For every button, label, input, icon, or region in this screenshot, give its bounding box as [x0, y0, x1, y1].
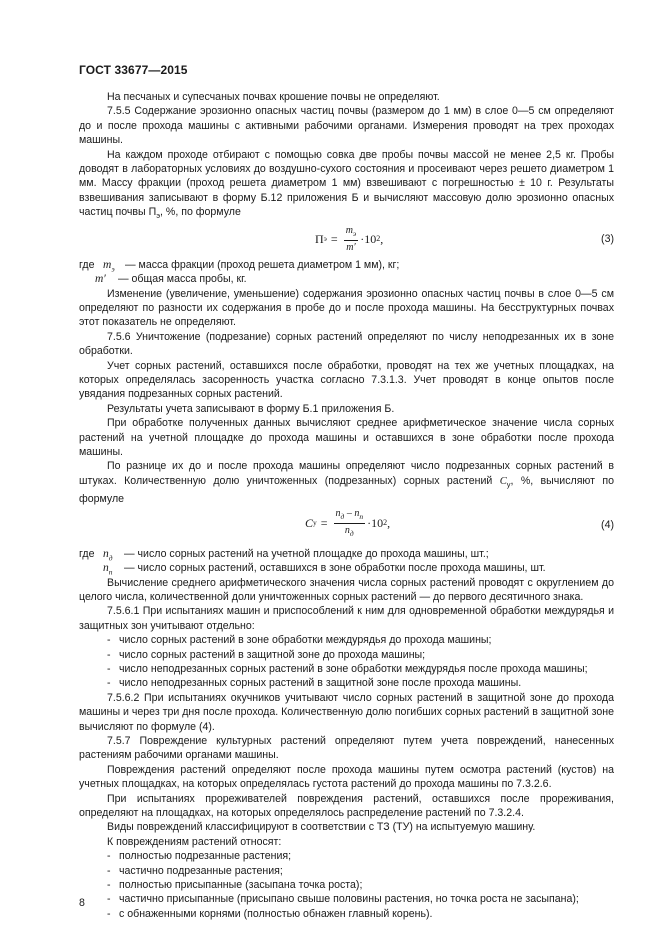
- list-2: [79, 849, 614, 921]
- list-item: - полностью подрезанные растения;: [107, 850, 292, 863]
- paragraph: При испытаниях прореживателей повреждения растений, оставшихся после прореживания, определяют на площадках, на которых определялось распределение растений по 7.3.2.4.: [79, 792, 614, 820]
- list-item: - число неподрезанных сорных растений в зоне обработки междурядья после прохода машины;: [107, 662, 588, 675]
- paragraph: При обработке полученных данных вычисляют среднее арифметическое значение числа сорных растений на учетной площадке до прохода машины и оставшихся в зоне обработки после прохода машины.: [79, 417, 614, 459]
- list-item: - частично присыпанные (присыпано свыше половины растения, но точка роста не засыпана);: [107, 893, 579, 906]
- paragraph: Учет сорных растений, оставшихся после обработки, проводят на тех же учетных площадках, на которых определялась засоренность участка согласно 7.3.1.3. Учет проводят в конце опытов после увядания подрезанных сорных растений.: [79, 359, 614, 401]
- paragraph: 7.5.5 Содержание эрозионно опасных частиц почвы (размером до 1 мм) в слое 0—5 см определяют до и после прохода машины с активными рабочими органами. Измерения проводят на трех проходах машины.: [79, 105, 614, 147]
- paragraph: 7.5.6.1 При испытаниях машин и приспособлений к ним для одновременной обработки междурядья и защитных зон учитывают отдельно:: [79, 605, 614, 632]
- formula-legend: где $n_д$ — число сорных растений на учетной площадке до прохода машины, шт.;: [79, 547, 489, 563]
- list-item: - с обнаженными корнями (полностью обнажен главный корень).: [107, 907, 433, 920]
- page-number: 8: [79, 897, 85, 909]
- paragraph: На песчаных и супесчаных почвах крошение почвы не определяют.: [107, 91, 440, 103]
- list-1: [79, 633, 614, 691]
- formula-4: C у = $\frac{n_д - n_п}{n_д}$ ·10 2 , (4): [305, 507, 614, 538]
- paragraph: Результаты учета записывают в форму Б.1 приложения Б.: [107, 402, 395, 415]
- paragraph: К повреждениям растений относят:: [107, 835, 282, 848]
- list-item: - полностью присыпанные (засыпана точка роста);: [107, 879, 363, 892]
- list-item: - частично подрезанные растения;: [107, 864, 283, 877]
- paragraph: Виды повреждений классифицируют в соответствии с ТЗ (ТУ) на испытуемую машину.: [107, 821, 536, 834]
- document-body: [79, 90, 614, 921]
- paragraph: Повреждения растений определяют после прохода машины путем осмотра растений (кустов) на учетных площадках, на которых определялась густота растений до прохода машины по 7.3.2.6.: [79, 763, 614, 791]
- list-item: - число неподрезанных сорных растений в защитной зоне после прохода машины.: [107, 677, 522, 690]
- list-item: - число сорных растений в зоне обработки междурядья до прохода машины;: [107, 634, 492, 647]
- paragraph: На каждом проходе отбирают с помощью совка две пробы почвы массой не менее 2,5 кг. Пробы доводят в лабораторных условиях до воздушно-сухого состояния и просеивают через решето диаметром 1 мм. Массу фракции (проход решета диаметром 1 мм) взвешивают с погрешностью ± 10 г. Результаты взвешивания записывают в форму Б.12 приложения Б и вычисляют массовую долю эрозионно опасных частиц почвы $П_э$, %, по формуле: [79, 148, 614, 221]
- paragraph: 7.5.6 Уничтожение (подрезание) сорных растений определяют по числу неподрезанных их в зоне обработки.: [79, 330, 614, 358]
- paragraph: Изменение (увеличение, уменьшение) содержания эрозионно опасных частиц почвы в слое 0—5 см определяют по разности их содержания в пробе до и после прохода машины. На бесструктурных почвах этот показатель не определяют.: [79, 287, 614, 329]
- document-header: ГОСТ 33677—2015: [79, 63, 188, 77]
- formula-legend: $n_п$ — число сорных растений, оставшихся в зоне обработки после прохода машины, шт.: [103, 562, 546, 577]
- formula-3: П э = $\frac{m_э}{m'}$ ·10 2 , (3): [315, 224, 614, 253]
- formula-number: (4): [601, 518, 614, 531]
- paragraph: 7.5.7 Повреждение культурных растений определяют путем учета повреждений, нанесенных растениям рабочими органами машины.: [79, 735, 614, 762]
- paragraph: Вычисление среднего арифметического значения числа сорных растений проводят с округлением до целого числа, количественной доли уничтоженных сорных растений — до первого десятичного знака.: [79, 576, 614, 603]
- list-item: - число сорных растений в защитной зоне до прохода машины;: [107, 648, 426, 661]
- formula-legend: где $m_э$ — масса фракции (проход решета диаметром 1 мм), кг;: [79, 258, 400, 274]
- formula-legend: m′ — общая масса пробы, кг.: [95, 273, 247, 286]
- formula-number: (3): [601, 232, 614, 245]
- paragraph: По разнице их до и после прохода машины определяют число подрезанных сорных растений в штуках. Количественную долю уничтоженных (подрезанных) сорных растений $C_у$, %, вычисляют по формуле: [79, 460, 614, 506]
- paragraph: 7.5.6.2 При испытаниях окучников учитывают число сорных растений в защитной зоне до прохода машины и через три дня после прохода. Количественную долю погибших сорных растений в защитной зоне вычисляют по формуле (4).: [79, 691, 614, 733]
